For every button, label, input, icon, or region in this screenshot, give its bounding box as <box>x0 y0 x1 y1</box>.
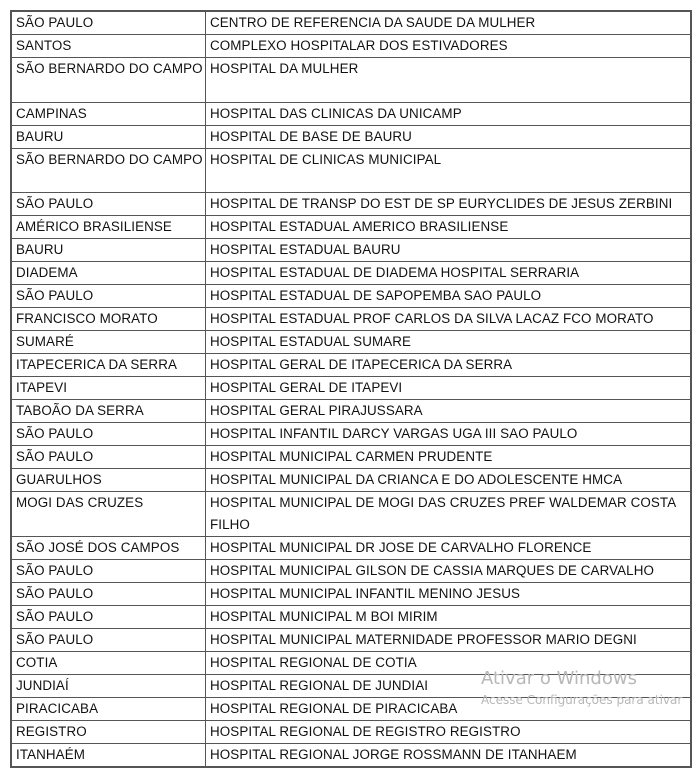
table-row <box>11 400 691 423</box>
table-body <box>11 11 691 767</box>
table-row <box>11 354 691 377</box>
city-cell: SÃO PAULO <box>11 285 206 308</box>
hospital-cell: HOSPITAL INFANTIL DARCY VARGAS UGA III SAO PAULO <box>206 423 692 446</box>
table-row <box>11 469 691 492</box>
city-cell: ITAPEVI <box>11 377 206 400</box>
city-cell: SÃO BERNARDO DO CAMPO <box>11 58 206 103</box>
table-row <box>11 148 691 193</box>
hospital-cell: HOSPITAL MUNICIPAL INFANTIL MENINO JESUS <box>206 583 692 606</box>
hospital-cell: HOSPITAL MUNICIPAL DA CRIANCA E DO ADOLESCENTE HMCA <box>206 469 692 492</box>
hospital-cell: HOSPITAL REGIONAL DE REGISTRO REGISTRO <box>206 721 692 744</box>
city-cell: AMÉRICO BRASILIENSE <box>11 216 206 239</box>
city-cell: SÃO PAULO <box>11 583 206 606</box>
city-cell: DIADEMA <box>11 262 206 285</box>
city-cell: SÃO PAULO <box>11 560 206 583</box>
table-row <box>11 35 691 58</box>
city-cell: TABOÃO DA SERRA <box>11 400 206 423</box>
hospital-cell: COMPLEXO HOSPITALAR DOS ESTIVADORES <box>206 35 692 58</box>
city-cell: GUARULHOS <box>11 469 206 492</box>
city-cell: SUMARÉ <box>11 331 206 354</box>
city-cell: SÃO PAULO <box>11 193 206 216</box>
city-cell: SÃO PAULO <box>11 11 206 35</box>
hospital-cell: HOSPITAL MUNICIPAL MATERNIDADE PROFESSOR MARIO DEGNI <box>206 629 692 652</box>
city-cell: MOGI DAS CRUZES <box>11 492 206 537</box>
city-cell: JUNDIAÍ <box>11 675 206 698</box>
watermark-title: Ativar o Windows <box>481 668 637 689</box>
hospital-cell: HOSPITAL MUNICIPAL DE MOGI DAS CRUZES PREF WALDEMAR COSTA FILHO <box>206 492 692 537</box>
hospital-cell: HOSPITAL DE BASE DE BAURU <box>206 125 692 148</box>
watermark-subtitle: Acesse Configurações para ativar <box>481 693 683 707</box>
hospital-cell: HOSPITAL ESTADUAL PROF CARLOS DA SILVA LACAZ FCO MORATO <box>206 308 692 331</box>
city-cell: FRANCISCO MORATO <box>11 308 206 331</box>
city-cell: BAURU <box>11 125 206 148</box>
table-row <box>11 216 691 239</box>
hospital-cell: HOSPITAL DA MULHER <box>206 58 692 103</box>
city-cell: ITAPECERICA DA SERRA <box>11 354 206 377</box>
table-row <box>11 239 691 262</box>
table-row <box>11 744 691 768</box>
table-row <box>11 58 691 103</box>
table-row <box>11 285 691 308</box>
hospital-cell: HOSPITAL REGIONAL JORGE ROSSMANN DE ITANHAEM <box>206 744 692 768</box>
city-cell: COTIA <box>11 652 206 675</box>
table-row <box>11 446 691 469</box>
table-row <box>11 102 691 125</box>
hospital-cell: HOSPITAL MUNICIPAL CARMEN PRUDENTE <box>206 446 692 469</box>
table-row <box>11 377 691 400</box>
hospital-table <box>10 10 692 768</box>
hospital-cell: HOSPITAL ESTADUAL SUMARE <box>206 331 692 354</box>
hospital-cell: HOSPITAL GERAL DE ITAPECERICA DA SERRA <box>206 354 692 377</box>
city-cell: SÃO PAULO <box>11 629 206 652</box>
city-cell: SÃO PAULO <box>11 446 206 469</box>
city-cell: ITANHAÉM <box>11 744 206 768</box>
table-row <box>11 308 691 331</box>
hospital-cell: HOSPITAL DAS CLINICAS DA UNICAMP <box>206 102 692 125</box>
hospital-cell: HOSPITAL ESTADUAL AMERICO BRASILIENSE <box>206 216 692 239</box>
hospital-cell: HOSPITAL REGIONAL DE PIRACICABA <box>206 698 692 721</box>
table-row <box>11 331 691 354</box>
hospital-cell: HOSPITAL GERAL DE ITAPEVI <box>206 377 692 400</box>
table-row <box>11 537 691 560</box>
hospital-cell: HOSPITAL MUNICIPAL DR JOSE DE CARVALHO FLORENCE <box>206 537 692 560</box>
table-row <box>11 606 691 629</box>
table-row <box>11 193 691 216</box>
table-row <box>11 675 691 698</box>
city-cell: PIRACICABA <box>11 698 206 721</box>
city-cell: CAMPINAS <box>11 102 206 125</box>
city-cell: SÃO PAULO <box>11 423 206 446</box>
hospital-cell: CENTRO DE REFERENCIA DA SAUDE DA MULHER <box>206 11 692 35</box>
table-row <box>11 11 691 35</box>
hospital-cell: HOSPITAL ESTADUAL DE DIADEMA HOSPITAL SERRARIA <box>206 262 692 285</box>
hospital-cell: HOSPITAL DE CLINICAS MUNICIPAL <box>206 148 692 193</box>
table-row <box>11 423 691 446</box>
city-cell: BAURU <box>11 239 206 262</box>
table-container <box>10 10 689 768</box>
hospital-cell: HOSPITAL REGIONAL DE COTIA <box>206 652 692 675</box>
hospital-cell: HOSPITAL MUNICIPAL M BOI MIRIM <box>206 606 692 629</box>
hospital-cell: HOSPITAL ESTADUAL DE SAPOPEMBA SAO PAULO <box>206 285 692 308</box>
hospital-cell: HOSPITAL ESTADUAL BAURU <box>206 239 692 262</box>
table-row <box>11 629 691 652</box>
table-row <box>11 560 691 583</box>
table-row <box>11 492 691 537</box>
city-cell: SÃO JOSÉ DOS CAMPOS <box>11 537 206 560</box>
hospital-cell: HOSPITAL MUNICIPAL GILSON DE CASSIA MARQUES DE CARVALHO <box>206 560 692 583</box>
hospital-cell: HOSPITAL REGIONAL DE JUNDIAI <box>206 675 692 698</box>
table-row <box>11 583 691 606</box>
city-cell: REGISTRO <box>11 721 206 744</box>
table-row <box>11 125 691 148</box>
table-row <box>11 721 691 744</box>
table-row <box>11 698 691 721</box>
hospital-cell: HOSPITAL GERAL PIRAJUSSARA <box>206 400 692 423</box>
table-row <box>11 262 691 285</box>
city-cell: SÃO BERNARDO DO CAMPO <box>11 148 206 193</box>
table-row <box>11 652 691 675</box>
hospital-cell: HOSPITAL DE TRANSP DO EST DE SP EURYCLIDES DE JESUS ZERBINI <box>206 193 692 216</box>
city-cell: SÃO PAULO <box>11 606 206 629</box>
city-cell: SANTOS <box>11 35 206 58</box>
